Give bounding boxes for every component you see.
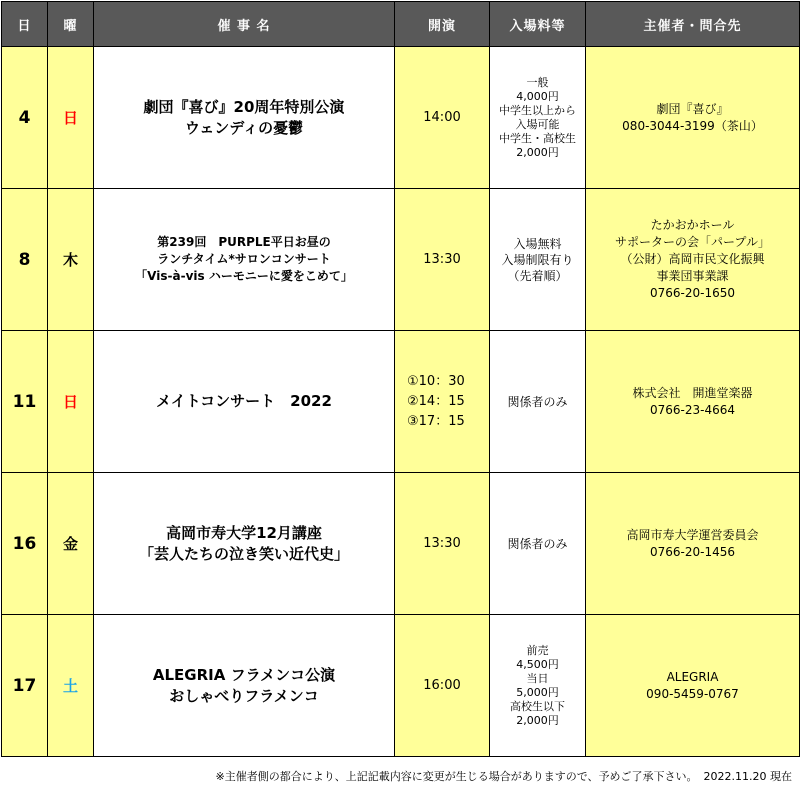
day-cell: 11	[2, 331, 48, 473]
event-title-cell	[94, 331, 395, 473]
table-row	[2, 331, 800, 473]
weekday-cell	[48, 615, 94, 757]
fee-cell	[490, 189, 586, 331]
day-cell: 17	[2, 615, 48, 757]
day-cell: 16	[2, 473, 48, 615]
event-title-cell	[94, 189, 395, 331]
header-fee: 入場料等	[490, 2, 586, 47]
fee-line: 4,000円	[516, 89, 559, 103]
event-title-line: 劇団『喜び』20周年特別公演	[143, 97, 345, 116]
fee-line: 入場制限有り	[501, 252, 574, 267]
fee-line: 入場無料	[513, 236, 562, 251]
day-cell: 8	[2, 189, 48, 331]
event-title-line: 「Vis-à-vis ハーモニーに愛をこめて」	[135, 269, 353, 283]
start-time: 13:30	[423, 536, 461, 551]
table-row	[2, 615, 800, 757]
event-title-line: メイトコンサート 2022	[156, 392, 332, 410]
weekday-label: 土	[62, 677, 78, 695]
day-cell: 4	[2, 47, 48, 189]
start-time-cell	[395, 331, 490, 473]
start-time: ①10：30	[407, 373, 465, 389]
start-time-cell	[395, 473, 490, 615]
organizer-line: サポーターの会「パープル」	[615, 235, 770, 249]
schedule-table	[1, 1, 800, 757]
start-time: 13:30	[423, 252, 461, 267]
header-weekday: 曜	[48, 2, 94, 47]
start-time-cell	[395, 189, 490, 331]
fee-line: 4,500円	[516, 657, 559, 671]
weekday-cell	[48, 473, 94, 615]
event-title-line: おしゃべりフラメンコ	[169, 686, 319, 705]
event-title-cell	[94, 473, 395, 615]
header-day: 日	[2, 2, 48, 47]
organizer-line: たかおかホール	[650, 218, 735, 232]
fee-line: 入場可能	[515, 117, 560, 131]
fee-cell	[490, 473, 586, 615]
fee-line: 高校生以下	[510, 699, 565, 713]
organizer-line: ALEGRIA	[666, 669, 719, 684]
organizer-cell	[586, 189, 800, 331]
fee-line: 中学生・高校生	[499, 131, 576, 145]
organizer-line: 事業団事業課	[656, 269, 729, 283]
weekday-cell	[48, 47, 94, 189]
as-of-date: 2022.11.20 現在	[703, 770, 792, 783]
organizer-line: 0766-23-4664	[649, 402, 735, 417]
start-time: 14:00	[423, 110, 461, 125]
header-organizer: 主催者・問合先	[586, 2, 800, 47]
fee-line: 5,000円	[516, 685, 559, 699]
fee-cell	[490, 47, 586, 189]
organizer-line: 0766-20-1456	[649, 544, 735, 559]
organizer-line: 080-3044-3199（茶山）	[622, 118, 763, 133]
organizer-line: （公財）高岡市民文化振興	[620, 252, 765, 266]
organizer-line: 劇団『喜び』	[656, 101, 729, 116]
organizer-line: 高岡市寿大学運営委員会	[626, 527, 759, 542]
event-title-cell	[94, 47, 395, 189]
fee-line: 2,000円	[516, 713, 559, 727]
weekday-cell	[48, 331, 94, 473]
table-row	[2, 47, 800, 189]
start-time: ③17：15	[407, 413, 465, 429]
event-title-line: 高岡市寿大学12月講座	[166, 523, 322, 542]
footer-note	[0, 768, 792, 784]
event-title-line: ウェンディの憂鬱	[184, 118, 304, 137]
fee-line: 一般	[526, 75, 549, 89]
fee-line: 中学生以上から	[499, 103, 576, 117]
organizer-cell	[586, 331, 800, 473]
organizer-line: 株式会社 開進堂楽器	[632, 385, 753, 400]
fee-cell	[490, 331, 586, 473]
organizer-cell	[586, 47, 800, 189]
table-row	[2, 189, 800, 331]
event-title-cell	[94, 615, 395, 757]
start-time-cell	[395, 47, 490, 189]
weekday-label: 日	[62, 109, 78, 127]
weekday-label: 木	[62, 251, 78, 269]
weekday-label: 金	[62, 535, 78, 553]
organizer-line: 0766-20-1650	[649, 286, 735, 300]
start-time: ②14：15	[407, 393, 465, 409]
header-row	[2, 2, 800, 47]
start-time: 16:00	[423, 678, 461, 693]
organizer-cell	[586, 473, 800, 615]
start-time-cell	[395, 615, 490, 757]
fee-line: 関係者のみ	[507, 536, 568, 551]
table-row	[2, 473, 800, 615]
fee-line: 前売	[526, 643, 549, 657]
organizer-cell	[586, 615, 800, 757]
fee-line: 2,000円	[516, 145, 559, 159]
event-title-line: ランチタイム*サロンコンサート	[157, 252, 331, 266]
header-event-name: 催 事 名	[94, 2, 395, 47]
fee-line: 当日	[526, 671, 549, 685]
weekday-cell	[48, 189, 94, 331]
fee-cell	[490, 615, 586, 757]
header-start: 開演	[395, 2, 490, 47]
event-title-line: ALEGRIA フラメンコ公演	[152, 665, 336, 684]
disclaimer-text: ※主催者側の都合により、上記記載内容に変更が生じる場合がありますので、予めご了承下さい。	[215, 770, 698, 783]
weekday-label: 日	[62, 393, 78, 411]
fee-line: （先着順）	[507, 268, 568, 283]
event-title-line: 「芸人たちの泣き笑い近代史」	[138, 544, 349, 563]
organizer-line: 090-5459-0767	[646, 686, 739, 701]
fee-line: 関係者のみ	[507, 394, 568, 409]
event-title-line: 第239回 PURPLE平日お昼の	[157, 235, 331, 249]
